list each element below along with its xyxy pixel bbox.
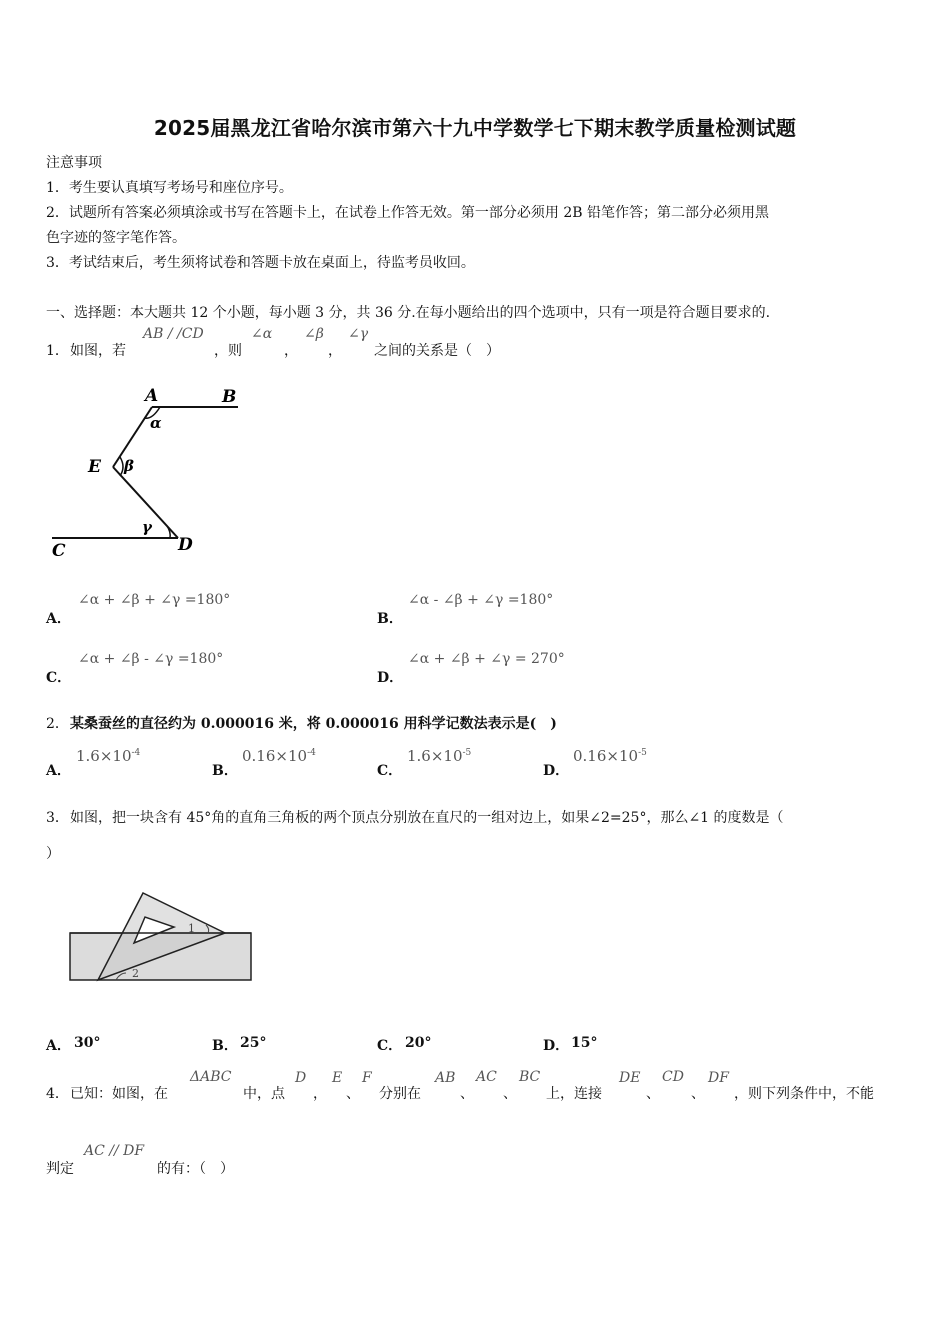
separator: 、: [346, 1086, 360, 1102]
option-c-value: 20°: [405, 1035, 432, 1051]
separator: 、: [646, 1086, 660, 1102]
question-text: 上，连接: [546, 1086, 602, 1102]
option-a-expr: ∠α + ∠β + ∠γ =180°: [78, 592, 231, 608]
label-beta: β: [124, 457, 134, 475]
math-point-d: D: [295, 1070, 307, 1086]
notice-item: 1．考生要认真填写考场号和座位序号。: [46, 180, 293, 196]
separator: ，: [313, 1086, 327, 1102]
page-title: 2025届黑龙江省哈尔滨市第六十九中学数学七下期末教学质量检测试题: [153, 116, 797, 140]
math-point-e: E: [332, 1070, 343, 1086]
notice-item: 2．试题所有答案必须填涂或书写在答题卡上，在试卷上作答无效。第一部分必须用 2B 铅笔作答；第二部分必须用黑: [46, 205, 769, 221]
notice-item: 色字迹的签字笔作答。: [46, 230, 186, 246]
option-b-letter: B．: [212, 763, 238, 779]
separator: ，: [284, 343, 298, 359]
math-triangle: ΔABC: [190, 1069, 232, 1085]
math-segment-de: DE: [619, 1070, 641, 1086]
label-a: A: [145, 386, 159, 406]
option-a-expr: $1.6\times 10^{-4}$: [76, 747, 141, 765]
question-number: 1．: [46, 343, 69, 359]
option-d-letter: D．: [543, 763, 570, 779]
q1-figure: [40, 380, 260, 560]
separator: 、: [460, 1086, 474, 1102]
option-b-letter: B．: [212, 1038, 238, 1054]
label-gamma: γ: [142, 518, 152, 536]
label-c: C: [52, 541, 66, 560]
option-b-value: 25°: [240, 1035, 267, 1051]
math-condition: AC // DF: [84, 1143, 145, 1159]
option-a-letter: A．: [46, 611, 71, 627]
option-a-value: 30°: [74, 1035, 101, 1051]
option-c-expr: ∠α + ∠β - ∠γ =180°: [78, 651, 224, 667]
notice-item: 3．考试结束后，考生须将试卷和答题卡放在桌面上，待监考员收回。: [46, 255, 475, 271]
option-a-letter: A．: [46, 763, 71, 779]
question-text: 如图，把一块含有 45°角的直角三角板的两个顶点分别放在直尺的一组对边上，如果∠2=25°，那么∠1 的度数是（: [70, 810, 784, 826]
math-segment-ac: AC: [476, 1069, 497, 1085]
question-text: 之间的关系是（ ）: [374, 343, 500, 359]
option-d-expr: $0.16\times 10^{-5}$: [573, 747, 647, 765]
option-c-letter: C．: [377, 1038, 403, 1054]
label-b: B: [222, 387, 237, 407]
label-e: E: [88, 457, 101, 477]
q3-figure: [60, 885, 260, 990]
question-text-cont: ）: [46, 846, 60, 862]
question-text: 某桑蚕丝的直径约为 0.000016 米，将 0.000016 用科学记数法表示是( ): [70, 716, 557, 732]
label-angle-2: 2: [132, 967, 139, 980]
option-c-letter: C．: [46, 670, 72, 686]
math-angle: ∠α: [251, 326, 273, 342]
option-d-letter: D．: [543, 1038, 570, 1054]
math-segment-ab: AB: [435, 1070, 456, 1086]
option-d-value: 15°: [571, 1035, 598, 1051]
question-text: ，则: [214, 343, 242, 359]
section-header: 一、选择题：本大题共 12 个小题，每小题 3 分，共 36 分.在每小题给出的四个选项中，只有一项是符合题目要求的.: [46, 305, 771, 321]
math-condition: AB / /CD: [143, 326, 204, 342]
label-alpha: α: [150, 414, 162, 432]
question-text: 分别在: [379, 1086, 421, 1102]
option-c-letter: C．: [377, 763, 403, 779]
option-d-letter: D．: [377, 670, 404, 686]
separator: 、: [503, 1086, 517, 1102]
math-segment-bc: BC: [519, 1069, 541, 1085]
separator: 、: [691, 1086, 705, 1102]
math-point-f: F: [362, 1070, 372, 1086]
label-angle-1: 1: [188, 922, 195, 935]
question-number: 4．: [46, 1086, 69, 1102]
separator: ，: [328, 343, 342, 359]
option-d-expr: ∠α + ∠β + ∠γ = 270°: [408, 651, 565, 667]
beta-arc: [120, 457, 123, 476]
option-b-expr: $0.16\times 10^{-4}$: [242, 747, 316, 765]
option-c-expr: $1.6\times 10^{-5}$: [407, 747, 472, 765]
question-text: 中，点: [243, 1086, 285, 1102]
math-angle: ∠β: [304, 326, 324, 342]
option-a-letter: A．: [46, 1038, 71, 1054]
notice-heading: 注意事项: [46, 155, 102, 171]
math-angle: ∠γ: [348, 326, 369, 342]
math-segment-cd: CD: [662, 1069, 684, 1085]
question-text: 如图，若: [70, 343, 126, 359]
question-text: 判定: [46, 1161, 74, 1177]
math-segment-df: DF: [708, 1070, 729, 1086]
question-number: 3．: [46, 810, 69, 826]
question-number: 2．: [46, 716, 69, 732]
question-text: 的有：（ ）: [157, 1161, 234, 1177]
label-d: D: [178, 535, 193, 555]
option-b-expr: ∠α - ∠β + ∠γ =180°: [408, 592, 554, 608]
question-text: ，则下列条件中，不能: [734, 1086, 874, 1102]
question-text: 已知：如图，在: [70, 1086, 168, 1102]
option-b-letter: B．: [377, 611, 403, 627]
